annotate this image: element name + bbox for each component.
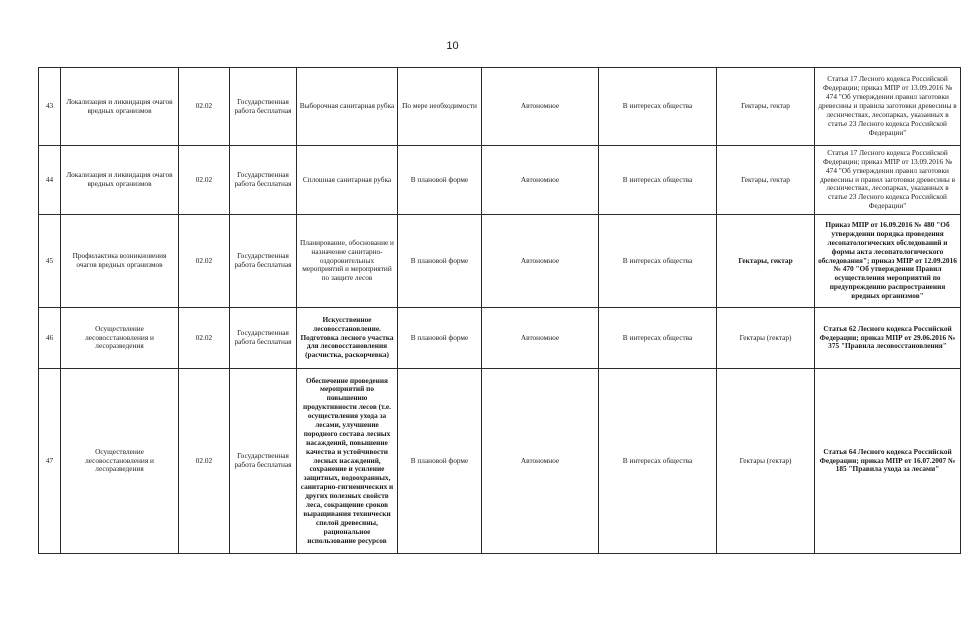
work-unit: Гектары, гектар: [717, 68, 815, 146]
work-condition: В плановой форме: [398, 215, 482, 308]
legal-basis: Приказ МПР от 16.09.2016 № 480 "Об утверждении порядка проведения лесопатологических обследований и формы акта лесопатологического обследования"; приказ МПР от 12.09.2016 № 470 "Об утверждении Правил осуществления мероприятий по предупреждению распространения вредных организмов": [815, 215, 961, 308]
work-unit: Гектары (гектар): [717, 369, 815, 554]
row-number: 43: [39, 68, 61, 146]
work-mode: Автономное: [482, 308, 599, 369]
work-interest: В интересах общества: [599, 146, 717, 215]
page-number: 10: [446, 40, 459, 52]
work-content: Обеспечение проведения мероприятий по повышению продуктивности лесов (т.е. осуществления ухода за лесами, улучшение породного состава лесных насаждений, повышение качества и устойчивости лесных насаждений, сохранение и усиление защитных, водоохранных, санитарно-гигиенических и других полезных свойств леса, сокращение сроков выращивания технически спелой древесины, рациональное использование ресурсов: [297, 369, 398, 554]
work-condition: В плановой форме: [398, 146, 482, 215]
work-interest: В интересах общества: [599, 215, 717, 308]
work-content: Планирование, обоснование и назначение санитарно-оздоровительных мероприятий и мероприятий по защите лесов: [297, 215, 398, 308]
table-row: [39, 215, 961, 308]
work-type: Государственная работа бесплатная: [230, 215, 297, 308]
work-unit: Гектары, гектар: [717, 215, 815, 308]
work-name: Осуществление лесовосстановления и лесоразведения: [61, 369, 179, 554]
table-row: [39, 369, 961, 554]
work-interest: В интересах общества: [599, 369, 717, 554]
work-content: Сплошная санитарная рубка: [297, 146, 398, 215]
work-type: Государственная работа бесплатная: [230, 146, 297, 215]
work-condition: В плановой форме: [398, 308, 482, 369]
work-mode: Автономное: [482, 68, 599, 146]
legal-basis: Статья 17 Лесного кодекса Российской Федерации; приказ МПР от 13.09.2016 № 474 "Об утверждении правил заготовки древесины и правил заготовки древесины в лесничествах, лесопарках, указанных в статье 23 Лесного кодекса Российской Федерации": [815, 146, 961, 215]
work-content: Выборочная санитарная рубка: [297, 68, 398, 146]
work-code: 02.02: [179, 146, 230, 215]
work-type: Государственная работа бесплатная: [230, 68, 297, 146]
work-content: Искусственное лесовосстановление. Подготовка лесного участка для лесовосстановления (расчистка, раскорчевка): [297, 308, 398, 369]
work-code: 02.02: [179, 308, 230, 369]
work-name: Локализация и ликвидация очагов вредных организмов: [61, 146, 179, 215]
work-code: 02.02: [179, 215, 230, 308]
work-code: 02.02: [179, 369, 230, 554]
row-number: 45: [39, 215, 61, 308]
work-unit: Гектары, гектар: [717, 146, 815, 215]
work-interest: В интересах общества: [599, 68, 717, 146]
work-condition: По мере необходимости: [398, 68, 482, 146]
work-mode: Автономное: [482, 369, 599, 554]
work-name: Локализация и ликвидация очагов вредных организмов: [61, 68, 179, 146]
row-number: 44: [39, 146, 61, 215]
work-unit: Гектары (гектар): [717, 308, 815, 369]
work-mode: Автономное: [482, 215, 599, 308]
row-number: 47: [39, 369, 61, 554]
works-registry-table: [38, 67, 961, 554]
table-row: [39, 308, 961, 369]
legal-basis: Статья 62 Лесного кодекса Российской Федерации; приказ МПР от 29.06.2016 № 375 "Правила лесовосстановления": [815, 308, 961, 369]
work-interest: В интересах общества: [599, 308, 717, 369]
work-type: Государственная работа бесплатная: [230, 369, 297, 554]
work-code: 02.02: [179, 68, 230, 146]
legal-basis: Статья 64 Лесного кодекса Российской Федерации; приказ МПР от 16.07.2007 № 185 "Правила ухода за лесами": [815, 369, 961, 554]
work-mode: Автономное: [482, 146, 599, 215]
work-type: Государственная работа бесплатная: [230, 308, 297, 369]
table-row: [39, 146, 961, 215]
work-name: Профилактика возникновения очагов вредных организмов: [61, 215, 179, 308]
work-condition: В плановой форме: [398, 369, 482, 554]
legal-basis: Статья 17 Лесного кодекса Российской Федерации; приказ МПР от 13.09.2016 № 474 "Об утверждении правил заготовки древесины и правила заготовки древесины в лесничествах, лесопарках, указанных в статье 23 Лесного кодекса Российской Федерации": [815, 68, 961, 146]
table-row: [39, 68, 961, 146]
row-number: 46: [39, 308, 61, 369]
work-name: Осуществление лесовосстановления и лесоразведения: [61, 308, 179, 369]
